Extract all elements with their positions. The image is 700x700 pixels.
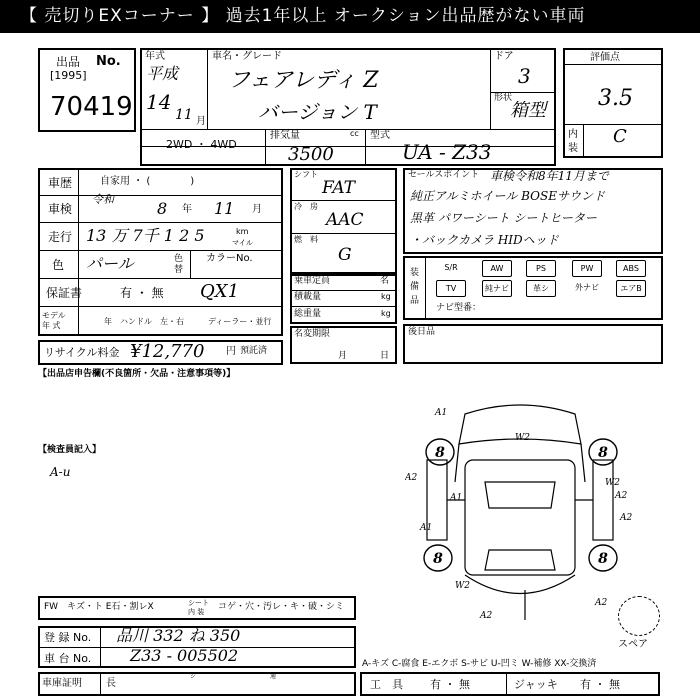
lot-no-label: No.	[96, 54, 121, 69]
score-label: 評価点	[590, 52, 620, 63]
mark-9: A2	[595, 598, 608, 608]
year-month: 11	[175, 107, 193, 123]
tire-value-rr: 8	[598, 551, 608, 567]
cert-label: 車庫証明	[42, 678, 82, 689]
cert-box	[38, 672, 356, 696]
equip-label: 装 備 品	[410, 268, 420, 306]
mileage-unit2: マイル	[232, 239, 253, 247]
fw-seat: シート 内 装	[188, 599, 209, 616]
load-label: 積載量	[294, 292, 322, 302]
sales-line4: ・バックカメラ HIDヘッド	[410, 233, 559, 247]
year-value: 14	[146, 90, 172, 114]
mark-7: A1	[420, 523, 433, 533]
sales-label: セールスポイント	[408, 170, 480, 180]
fw-items: コゲ・穴・汚レ・キ・破・シミ	[218, 602, 345, 612]
mark-5: W2	[455, 581, 470, 591]
lot-number: 70419	[50, 92, 133, 122]
color-value: パール	[86, 254, 134, 273]
regchange-label: 名変期限	[294, 329, 331, 339]
history-label: 車歴	[48, 176, 73, 190]
equip-tv: TV	[436, 280, 466, 297]
color-code: QX1	[200, 281, 240, 302]
mark-2: A1	[450, 493, 463, 503]
weight-label: 総重量	[294, 309, 322, 319]
inspector-note: A-u	[50, 465, 71, 479]
fuel-value: G	[338, 245, 352, 265]
score-value: 3.5	[598, 86, 633, 111]
equip-abs: ABS	[616, 260, 646, 277]
mark-10: W2	[605, 478, 620, 488]
fw-label: FW キズ・ト E石・割レX	[44, 602, 154, 612]
fuel-label: 燃 料	[294, 235, 318, 244]
equip-aw: AW	[482, 260, 512, 277]
model-year-unit: 年	[104, 317, 112, 326]
type-value: UA - Z33	[402, 140, 492, 164]
equip-pw: PW	[572, 260, 602, 277]
mark-3: A2	[405, 473, 418, 483]
history-value: 自家用 ・ ( )	[100, 176, 195, 187]
equip-navi: 純ナビ	[482, 280, 512, 297]
mileage-value: 13 万 7千 1 2 5	[86, 226, 205, 245]
cert-l3: 通	[270, 673, 277, 680]
model-dealer: ディーラー・並行	[208, 317, 272, 326]
interior-label: 内 装	[568, 129, 578, 154]
spare-circle	[618, 596, 660, 636]
warranty-label: 保証書	[46, 286, 83, 300]
lot-box	[38, 48, 136, 132]
capacity-label: 乗車定員	[294, 276, 331, 286]
shape-value: 箱型	[510, 100, 546, 121]
sales-line2: 純正アルミホイール BOSEサウンド	[410, 189, 605, 203]
type-label: 型式	[370, 130, 390, 141]
lot-year-code: [1995]	[50, 69, 87, 82]
reg-value: 品川 332 ね 350	[116, 626, 241, 645]
ac-label: 冷 房	[294, 202, 318, 211]
inspect-month-unit: 月	[252, 204, 262, 215]
later-label: 後日品	[408, 327, 436, 337]
car-damage-diagram	[405, 390, 635, 620]
disp-value: 3500	[288, 144, 334, 165]
inspect-label: 車検	[48, 202, 73, 216]
mark-8: A2	[620, 513, 633, 523]
interior-value: C	[613, 126, 627, 147]
regchange-month: 月	[338, 351, 348, 361]
car-grade: バージョン T	[258, 100, 377, 124]
recycle-unit: 円	[226, 346, 236, 357]
tire-value-fl: 8	[435, 445, 445, 461]
inspector-label: 【検査員記入】	[38, 445, 102, 455]
lot-label: 出品	[56, 55, 81, 69]
tool-label: 工 具	[370, 678, 403, 691]
recycle-flag: 預託済	[240, 346, 268, 356]
mark-11: A2	[480, 611, 493, 620]
mileage-unit: km	[236, 227, 249, 236]
inspect-era: 令和	[92, 193, 114, 206]
tire-value-rl: 8	[433, 551, 443, 567]
shift-label: シフト	[294, 170, 318, 179]
equip-sr: S/R	[444, 263, 458, 272]
equip-ps: PS	[526, 260, 556, 277]
doors-value: 3	[518, 64, 531, 88]
cert-l2: ジ	[190, 673, 197, 680]
mark-6: A1	[435, 408, 448, 418]
car-label: 車名・グレード	[212, 51, 282, 62]
load-unit: kg	[381, 292, 391, 301]
year-era: 平成	[146, 64, 179, 83]
weight-unit: kg	[381, 309, 391, 318]
car-name: フェアレディ Z	[228, 68, 379, 93]
inspect-month: 11	[214, 199, 235, 218]
equip-navi-model: ナビ型番：	[436, 303, 482, 313]
doors-label: ドア	[494, 51, 514, 62]
inspect-year-unit: 年	[182, 204, 192, 215]
color-label: 色	[52, 258, 65, 272]
shift-value: FAT	[322, 178, 356, 198]
color-code-label: カラーNo.	[206, 253, 253, 264]
drive-label: 2WD ・ 4WD	[166, 138, 237, 151]
notice-label: 【出品店申告欄(不良箇所・欠品・注意事項等)】	[38, 369, 236, 379]
regchange-day: 日	[380, 351, 390, 361]
tool-value: 有 ・ 無	[430, 678, 470, 691]
disp-unit: cc	[350, 129, 359, 138]
jack-label: ジャッキ	[514, 678, 558, 691]
later-box	[403, 324, 663, 364]
left-info	[38, 168, 283, 336]
recycle-value: ¥12,770	[130, 341, 205, 362]
mileage-label: 走行	[48, 230, 73, 244]
color-change: 色 替	[174, 254, 184, 275]
mark-4: A2	[615, 491, 628, 501]
equip-leather: 革シ	[526, 280, 556, 297]
model-handle: ハンドル 左・右	[120, 317, 184, 326]
equip-ext-navi: 外ナビ	[575, 283, 599, 292]
sales-line3: 黒革 パワーシート シートヒーター	[410, 211, 597, 225]
chassis-label: 車 台 No.	[44, 652, 92, 665]
reg-label: 登 録 No.	[44, 631, 92, 644]
capacity-unit: 名	[380, 276, 390, 286]
inspect-year: 8	[157, 199, 168, 218]
equip-airbag: エアB	[616, 280, 646, 297]
sales-line1: 車検令和8年11月まで	[490, 169, 609, 183]
shape-label: 形状	[494, 93, 513, 103]
spare-label: スペア	[618, 639, 648, 650]
recycle-label: リサイクル料金	[44, 346, 120, 359]
disp-label: 排気量	[270, 130, 300, 141]
year-month-unit: 月	[196, 116, 206, 127]
warranty-value: 有 ・ 無	[120, 286, 164, 300]
year-label: 年式	[145, 51, 165, 62]
damage-legend: A-キズ C-腐食 E-エクボ S-サビ U-凹ミ W-補修 XX-交換済	[362, 659, 597, 669]
banner: 【 売切りEXコーナー 】 過去1年以上 オークション出品歴がない車両	[0, 0, 700, 33]
ac-value: AAC	[326, 210, 364, 230]
jack-value: 有 ・ 無	[580, 678, 620, 691]
tire-value-fr: 8	[598, 445, 608, 461]
mark-1: W2	[515, 433, 530, 443]
chassis-value: Z33 - 005502	[130, 646, 239, 665]
cert-l1: 長	[106, 678, 116, 689]
model-label: モデル 年 式	[42, 311, 66, 330]
